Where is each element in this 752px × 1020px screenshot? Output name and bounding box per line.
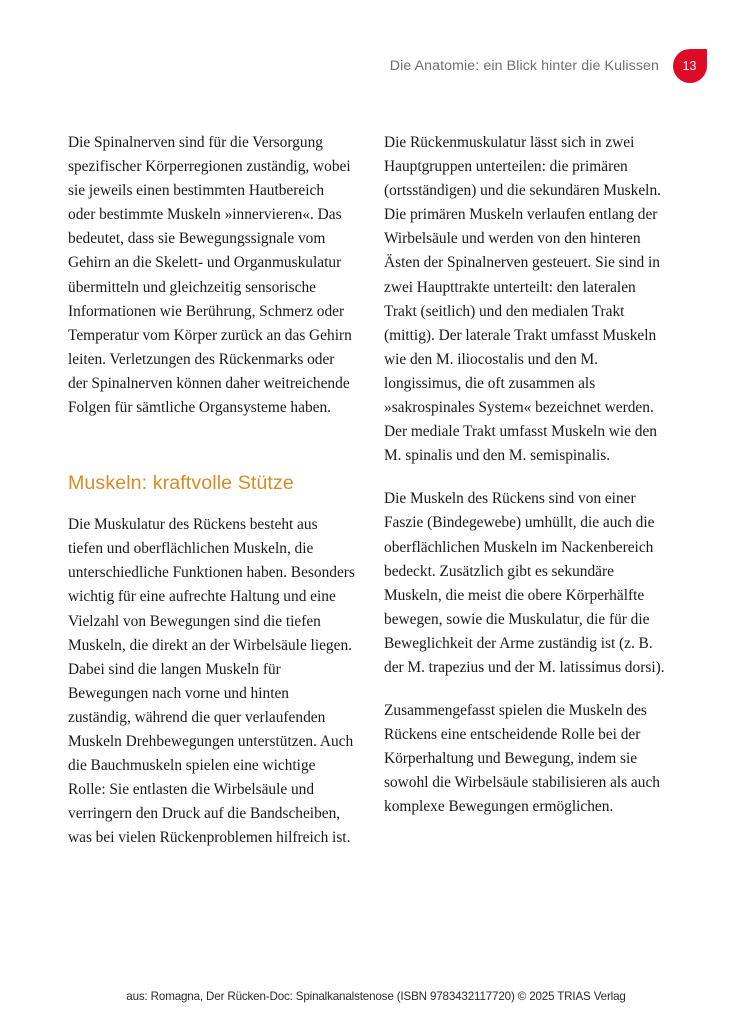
- running-header-title: Die Anatomie: ein Blick hinter die Kulissen: [389, 57, 659, 74]
- page-number-badge: [673, 49, 707, 83]
- left-column: [68, 131, 355, 850]
- body-columns: [68, 131, 684, 850]
- footer-credit: aus: Romagna, Der Rücken-Doc: Spinalkanalstenose (ISBN 9783432117720) © 2025 TRIAS Verlag: [126, 990, 626, 1003]
- running-header: [60, 48, 707, 84]
- right-column: [384, 131, 671, 850]
- paragraph-rueckenmuskulatur: Die Rückenmuskulatur lässt sich in zwei Hauptgruppen unterteilen: die primären (ortsständigen) und die sekundären Muskeln. Die primären Muskeln verlaufen entlang der Wirbelsäule und werden von den hinteren Ästen der Spinalnerven gesteuert. Sie sind in zwei Haupttrakte unterteilt: den lateralen Trakt (seitlich) und den medialen Trakt (mittig). Der laterale Trakt umfasst Muskeln wie den M. iliocostalis und den M. longissimus, die oft zusammen als »sakrospinales System« bezeichnet werden. Der mediale Trakt umfasst Muskeln wie den M. spinalis und den M. semispinalis.: [384, 134, 661, 465]
- page-number-label: 13: [682, 58, 697, 73]
- heading-spacer: [68, 439, 355, 450]
- paragraph-faszie: Die Muskeln des Rückens sind von einer Faszie (Bindegewebe) umhüllt, die auch die oberflächlichen Muskeln im Nackenbereich bedeckt. Zusätzlich gibt es sekundäre Muskeln, die meist die obere Körperhälfte bewegen, sowie die Muskulatur, die für die Beweglichkeit der Arme zuständig ist (z. B. der M. trapezius und der M. latissimus dorsi).: [384, 490, 665, 676]
- paragraph-zusammenfassung: Zusammengefasst spielen die Muskeln des Rückens eine entscheidende Rolle bei der Körperhaltung und Bewegung, indem sie sowohl die Wirbelsäule stabilisieren als auch komplexe Bewegungen ermöglichen.: [384, 702, 660, 816]
- paragraph-spinalnerven: Die Spinalnerven sind für die Versorgung spezifischer Körperregionen zuständig, wobei sie jeweils einen bestimmten Hautbereich oder bestimmte Muskeln »innervieren«. Das bedeutet, dass sie Bewegungssignale vom Gehirn an die Skelett- und Organmuskulatur übermitteln und gleichzeitig sensorische Informationen wie Berührung, Schmerz oder Temperatur vom Körper zurück an das Gehirn leiten. Verletzungen des Rückenmarks oder der Spinalnerven können daher weitreichende Folgen für sämtliche Organsysteme haben.: [68, 134, 352, 417]
- section-heading-muskeln: Muskeln: kraftvolle Stütze: [68, 472, 294, 495]
- paragraph-muskulatur: Die Muskulatur des Rückens besteht aus tiefen und oberflächlichen Muskeln, die unterschiedliche Funktionen haben. Besonders wichtig für eine aufrechte Haltung und eine Vielzahl von Bewegungen sind die tiefen Muskeln, die direkt an der Wirbelsäule liegen. Dabei sind die langen Muskeln für Bewegungen nach vorne und hinten zuständig, während die quer verlaufenden Muskeln Drehbewegungen unterstützen. Auch die Bauchmuskeln spielen eine wichtige Rolle: Sie entlasten die Wirbelsäule und verringern den Druck auf die Bandscheiben, was bei vielen Rückenproblemen hilfreich ist.: [68, 516, 355, 847]
